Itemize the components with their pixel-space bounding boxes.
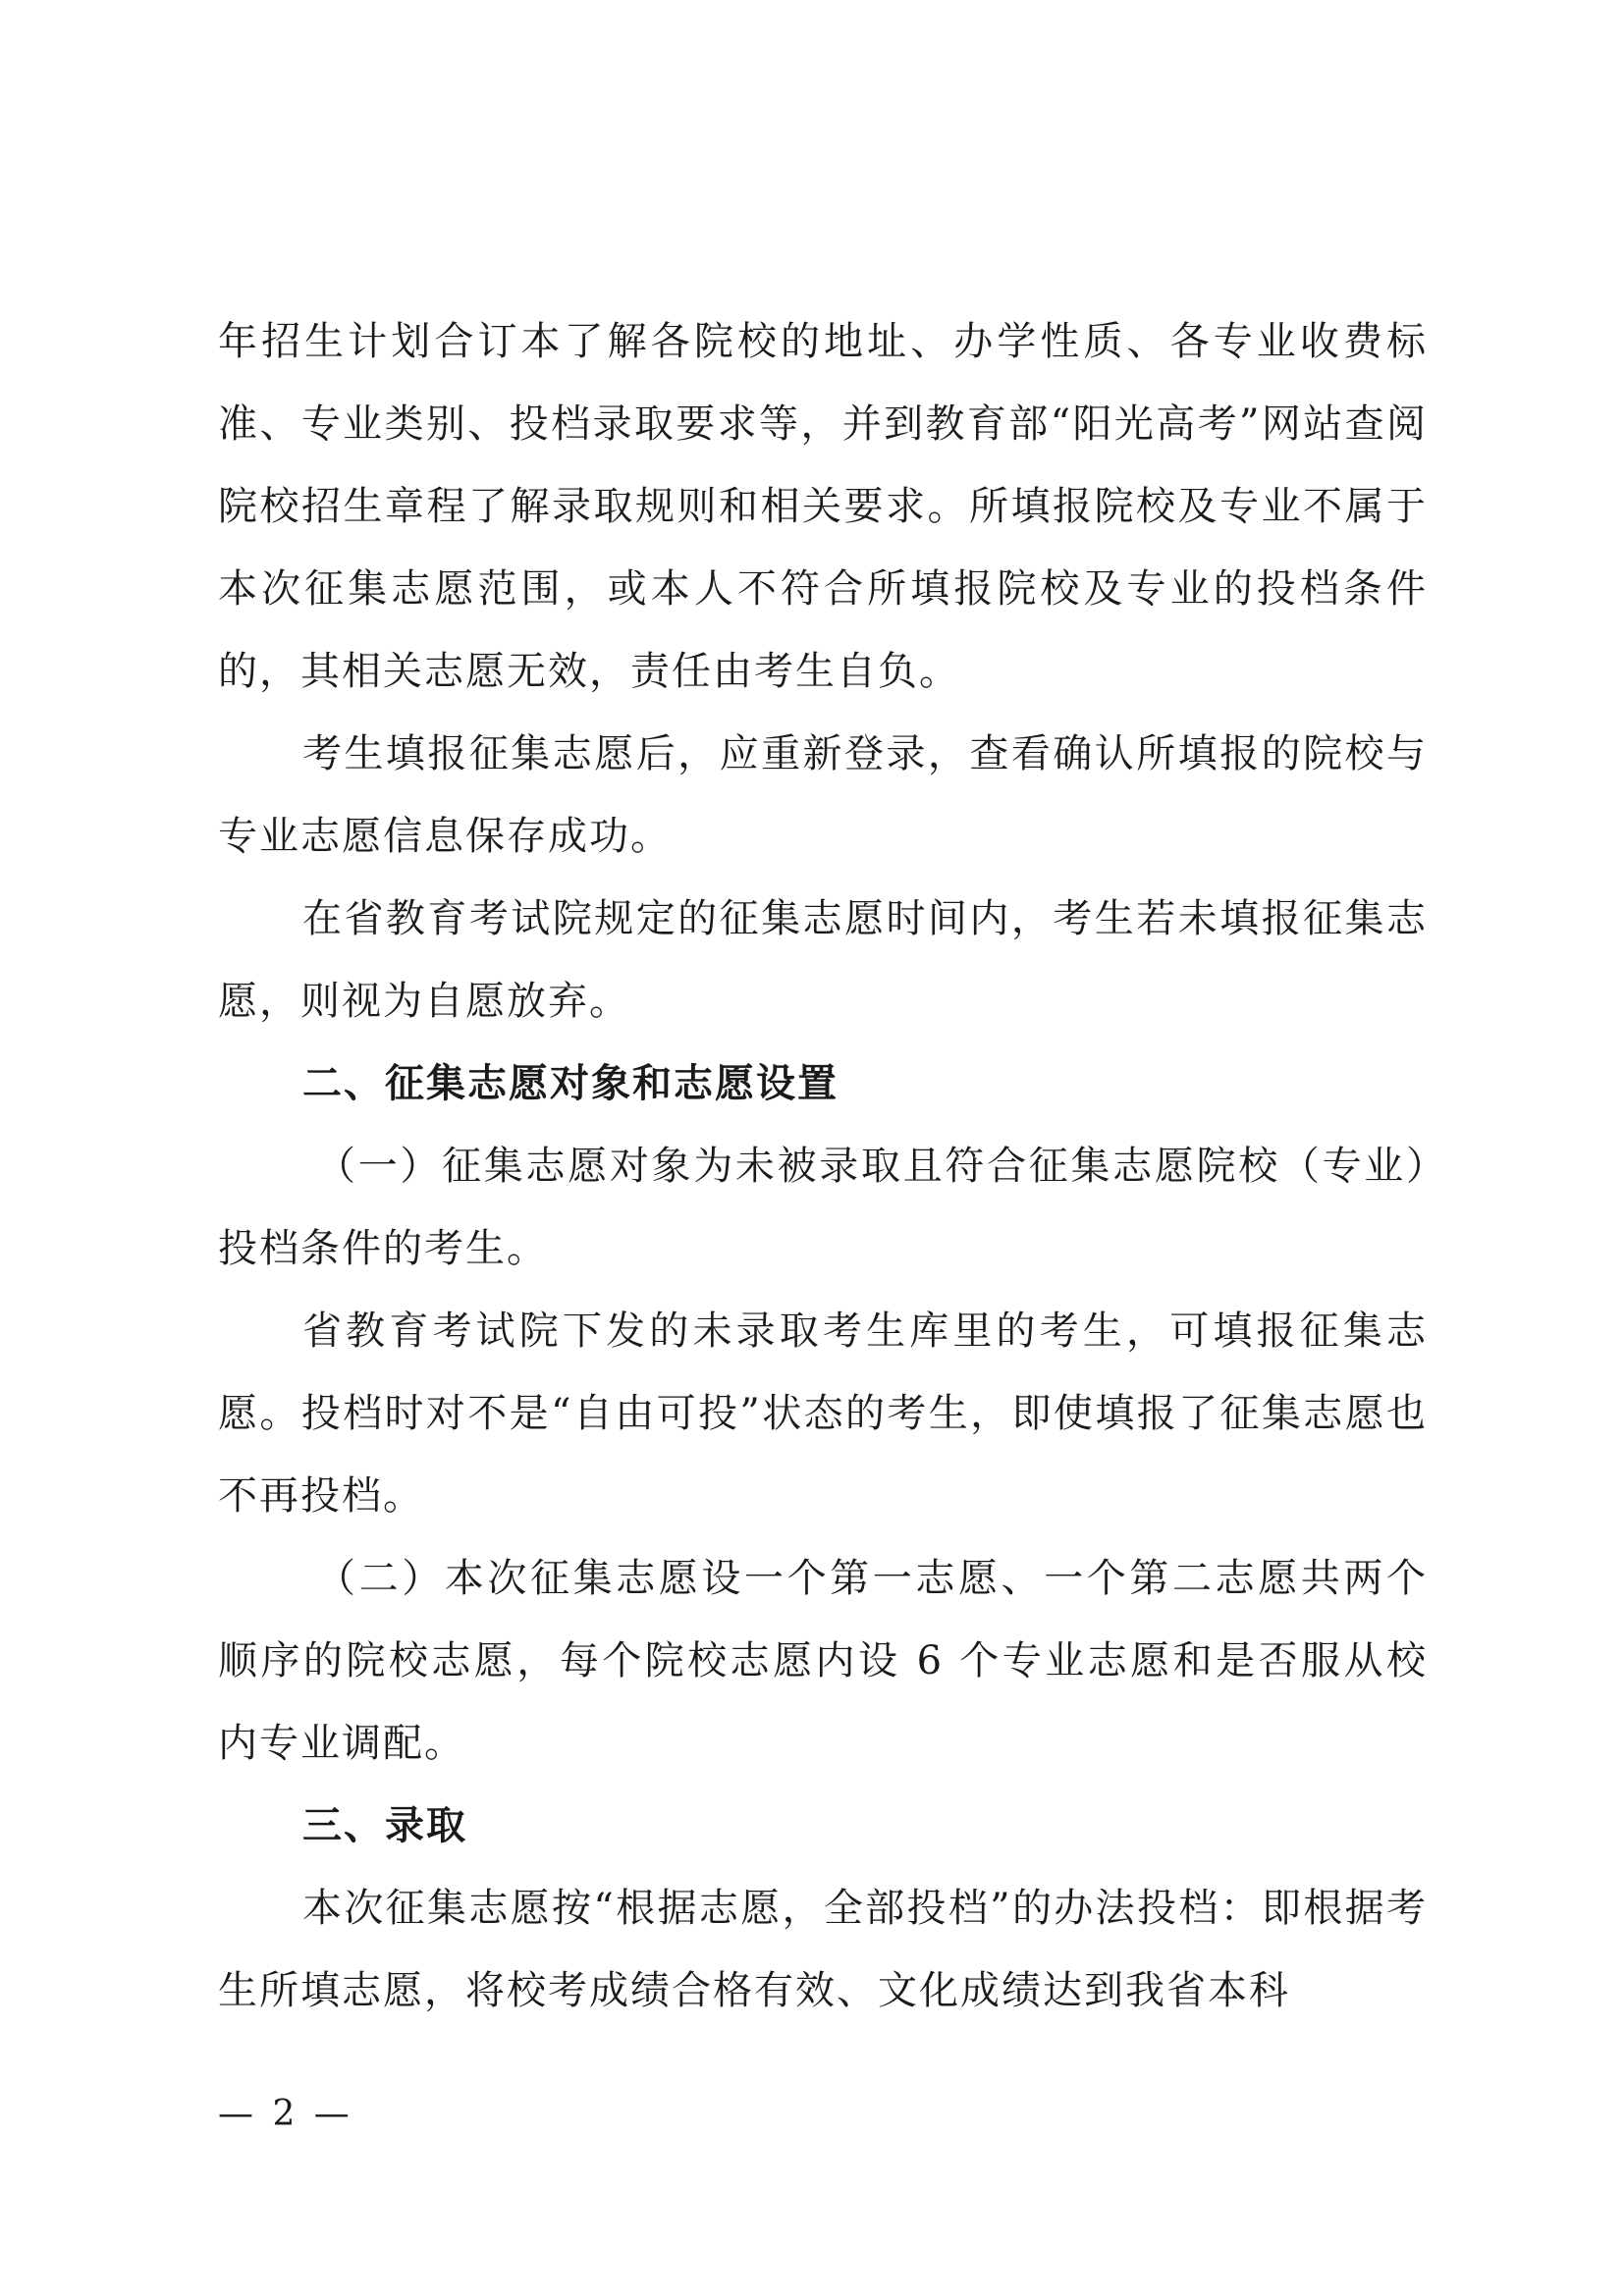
paragraph-5: 省教育考试院下发的未录取考生库里的考生，可填报征集志愿。投档时对不是“自由可投”状态的考生，即使填报了征集志愿也不再投档。 — [218, 1308, 1428, 1519]
paragraph-4: （一）征集志愿对象为未被录取且符合征集志愿院校（专业）投档条件的考生。 — [218, 1144, 1428, 1271]
paragraph-7: 本次征集志愿按“根据志愿，全部投档”的办法投档：即根据考生所填志愿，将校考成绩合格有效、文化成绩达到我省本科 — [218, 1886, 1428, 2013]
paragraph-1: 年招生计划合订本了解各院校的地址、办学性质、各专业收费标准、专业类别、投档录取要求等，并到教育部“阳光高考”网站查阅院校招生章程了解录取规则和相关要求。所填报院校及专业不属于本次征集志愿范围，或本人不符合所填报院校及专业的投档条件的，其相关志愿无效，责任由考生自负。 — [218, 319, 1428, 694]
page-number: — 2 — — [218, 2094, 353, 2134]
section-heading-3: 三、录取 — [302, 1803, 467, 1848]
paragraph-2: 考生填报征集志愿后，应重新登录，查看确认所填报的院校与专业志愿信息保存成功。 — [218, 731, 1428, 859]
section-heading-2: 二、征集志愿对象和志愿设置 — [302, 1061, 839, 1106]
document-body — [218, 300, 1428, 2032]
paragraph-6: （二）本次征集志愿设一个第一志愿、一个第二志愿共两个顺序的院校志愿，每个院校志愿内设 6 个专业志愿和是否服从校内专业调配。 — [218, 1556, 1428, 1766]
paragraph-3: 在省教育考试院规定的征集志愿时间内，考生若未填报征集志愿，则视为自愿放弃。 — [218, 896, 1428, 1024]
